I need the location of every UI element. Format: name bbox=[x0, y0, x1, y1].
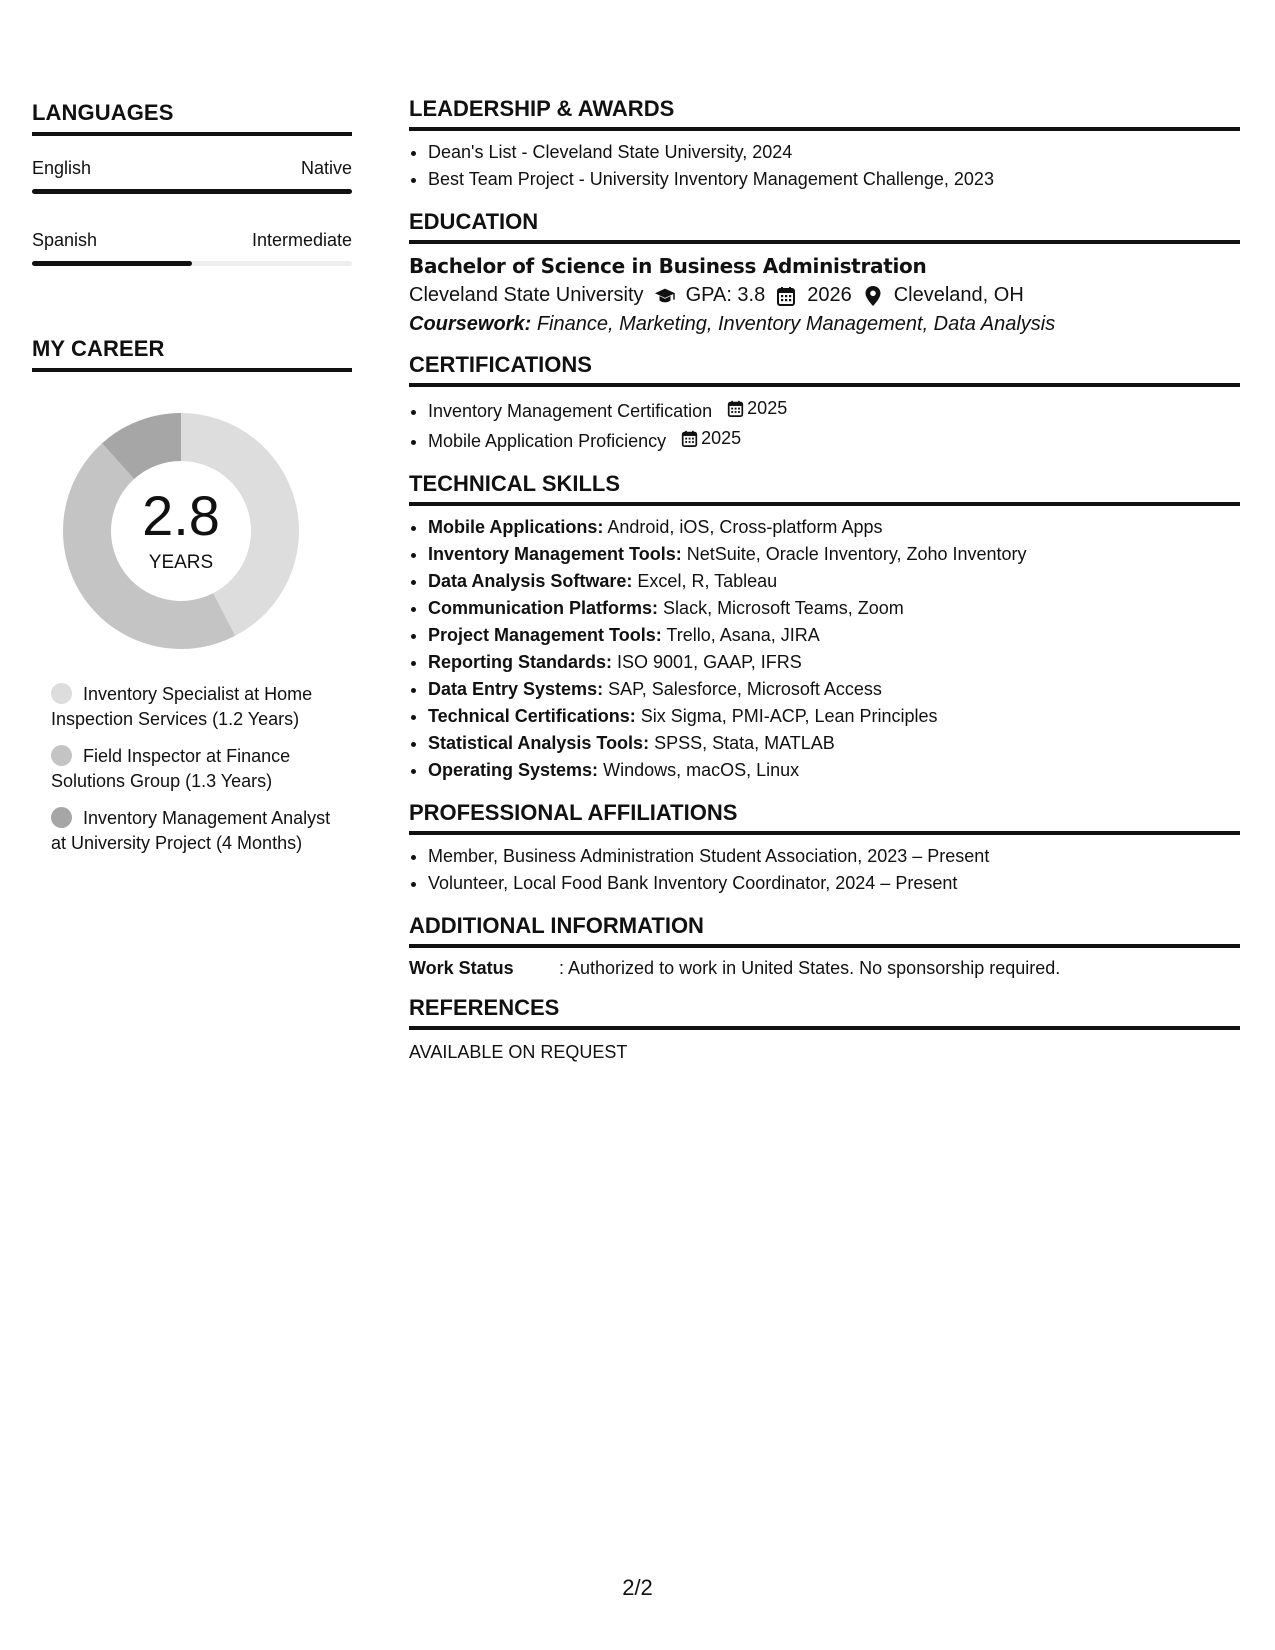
education-coursework bbox=[409, 313, 1240, 336]
skill-item bbox=[428, 541, 1240, 568]
certification-year: 2025 bbox=[747, 398, 788, 418]
list-item: • Best Team Project - University Inventory Management Challenge, 2023 bbox=[428, 166, 1240, 193]
career-total-unit: YEARS bbox=[148, 552, 214, 573]
map-pin-icon bbox=[862, 286, 884, 306]
skill-value: Excel, R, Tableau bbox=[637, 571, 778, 591]
legend-label: Inventory Specialist at Home Inspection Services (1.2 Years) bbox=[51, 684, 313, 729]
skill-value: NetSuite, Oracle Inventory, Zoho Inventory bbox=[686, 544, 1027, 564]
language-level: Intermediate bbox=[251, 230, 352, 250]
graduation-cap-icon bbox=[654, 286, 676, 306]
skill-item bbox=[428, 622, 1240, 649]
affiliations-list bbox=[409, 843, 1240, 897]
page-number: 2/2 bbox=[622, 1575, 653, 1600]
education-degree: Bachelor of Science in Business Administration bbox=[409, 254, 927, 278]
education-gpa: GPA: 3.8 bbox=[685, 284, 766, 306]
languages-title: LANGUAGES bbox=[32, 100, 352, 136]
skill-label: Operating Systems: bbox=[428, 760, 599, 780]
affiliations-title: PROFESSIONAL AFFILIATIONS bbox=[409, 800, 1240, 835]
certification-name: Mobile Application Proficiency bbox=[428, 431, 667, 451]
legend-item bbox=[51, 682, 341, 732]
career-donut-chart bbox=[56, 406, 306, 656]
skill-item bbox=[428, 730, 1240, 757]
career-legend bbox=[51, 682, 341, 856]
skill-value: SPSS, Stata, MATLAB bbox=[654, 733, 835, 753]
list-item bbox=[428, 395, 1240, 425]
affiliations-section bbox=[409, 800, 1240, 897]
language-level: Native bbox=[300, 158, 352, 178]
skill-item bbox=[428, 703, 1240, 730]
legend-swatch bbox=[51, 745, 72, 766]
skill-value: ISO 9001, GAAP, IFRS bbox=[617, 652, 802, 672]
language-item bbox=[32, 230, 352, 266]
skill-value: Android, iOS, Cross-platform Apps bbox=[607, 517, 883, 537]
calendar-icon bbox=[775, 286, 797, 306]
skill-label: Inventory Management Tools: bbox=[428, 544, 682, 564]
list-item bbox=[428, 425, 1240, 455]
calendar-icon bbox=[681, 430, 698, 447]
certifications-section bbox=[409, 352, 1240, 455]
career-section bbox=[32, 336, 352, 856]
education-school: Cleveland State University bbox=[409, 284, 644, 306]
skill-label: Mobile Applications: bbox=[428, 517, 604, 537]
references-section bbox=[409, 995, 1240, 1063]
donut-center bbox=[56, 406, 306, 656]
certification-year: 2025 bbox=[701, 428, 742, 448]
skill-item bbox=[428, 757, 1240, 784]
education-title: EDUCATION bbox=[409, 209, 1240, 244]
career-total-years: 2.8 bbox=[142, 484, 220, 547]
skill-value: Slack, Microsoft Teams, Zoom bbox=[663, 598, 904, 618]
language-name: English bbox=[32, 158, 92, 178]
skill-value: SAP, Salesforce, Microsoft Access bbox=[608, 679, 882, 699]
right-column bbox=[409, 96, 1240, 1079]
skill-item bbox=[428, 676, 1240, 703]
work-status-value: : Authorized to work in United States. No sponsorship required. bbox=[559, 958, 1061, 978]
additional-info-title: ADDITIONAL INFORMATION bbox=[409, 913, 1240, 948]
skill-label: Communication Platforms: bbox=[428, 598, 659, 618]
skill-item bbox=[428, 649, 1240, 676]
list-item: • Member, Business Administration Student Association, 2023 – Present bbox=[428, 843, 1240, 870]
list-item: • Volunteer, Local Food Bank Inventory Coordinator, 2024 – Present bbox=[428, 870, 1240, 897]
additional-info-section bbox=[409, 913, 1240, 979]
leadership-section bbox=[409, 96, 1240, 193]
certification-name: Inventory Management Certification bbox=[428, 401, 713, 421]
legend-item bbox=[51, 744, 341, 794]
language-proficiency-bar bbox=[32, 261, 352, 266]
skill-item bbox=[428, 568, 1240, 595]
legend-label: Field Inspector at Finance Solutions Group (1.3 Years) bbox=[51, 746, 291, 791]
references-text: AVAILABLE ON REQUEST bbox=[409, 1042, 628, 1062]
legend-swatch bbox=[51, 683, 72, 704]
skill-value: Six Sigma, PMI-ACP, Lean Principles bbox=[640, 706, 938, 726]
skill-label: Project Management Tools: bbox=[428, 625, 662, 645]
coursework-value: Finance, Marketing, Inventory Management, Data Analysis bbox=[536, 313, 1056, 335]
language-item bbox=[32, 158, 352, 194]
work-status-row bbox=[409, 958, 1240, 979]
education-location: Cleveland, OH bbox=[893, 284, 1024, 306]
calendar-icon bbox=[727, 400, 744, 417]
career-title: MY CAREER bbox=[32, 336, 352, 372]
legend-swatch bbox=[51, 807, 72, 828]
skill-label: Technical Certifications: bbox=[428, 706, 636, 726]
language-name: Spanish bbox=[32, 230, 98, 250]
education-section bbox=[409, 209, 1240, 336]
references-title: REFERENCES bbox=[409, 995, 1240, 1030]
skill-value: Trello, Asana, JIRA bbox=[666, 625, 820, 645]
education-year: 2026 bbox=[807, 284, 852, 306]
legend-item bbox=[51, 806, 341, 856]
certifications-title: CERTIFICATIONS bbox=[409, 352, 1240, 387]
leadership-title: LEADERSHIP & AWARDS bbox=[409, 96, 1240, 131]
skill-label: Reporting Standards: bbox=[428, 652, 613, 672]
list-item: • Dean's List - Cleveland State University, 2024 bbox=[428, 139, 1240, 166]
leadership-list bbox=[409, 139, 1240, 193]
technical-skills-section bbox=[409, 471, 1240, 784]
education-meta bbox=[409, 284, 1240, 307]
skill-label: Statistical Analysis Tools: bbox=[428, 733, 650, 753]
coursework-label: Coursework: bbox=[409, 313, 532, 335]
skill-label: Data Analysis Software: bbox=[428, 571, 633, 591]
skill-item bbox=[428, 514, 1240, 541]
skill-item bbox=[428, 595, 1240, 622]
technical-skills-list bbox=[409, 514, 1240, 784]
language-proficiency-fill bbox=[32, 261, 192, 266]
skill-label: Data Entry Systems: bbox=[428, 679, 604, 699]
languages-section bbox=[32, 100, 352, 266]
language-proficiency-bar bbox=[32, 189, 352, 194]
language-proficiency-fill bbox=[32, 189, 352, 194]
certifications-list bbox=[409, 395, 1240, 455]
technical-skills-title: TECHNICAL SKILLS bbox=[409, 471, 1240, 506]
skill-value: Windows, macOS, Linux bbox=[603, 760, 800, 780]
work-status-label: Work Status bbox=[409, 958, 514, 978]
legend-label: Inventory Management Analyst at University Project (4 Months) bbox=[51, 808, 331, 853]
left-column bbox=[32, 100, 352, 868]
